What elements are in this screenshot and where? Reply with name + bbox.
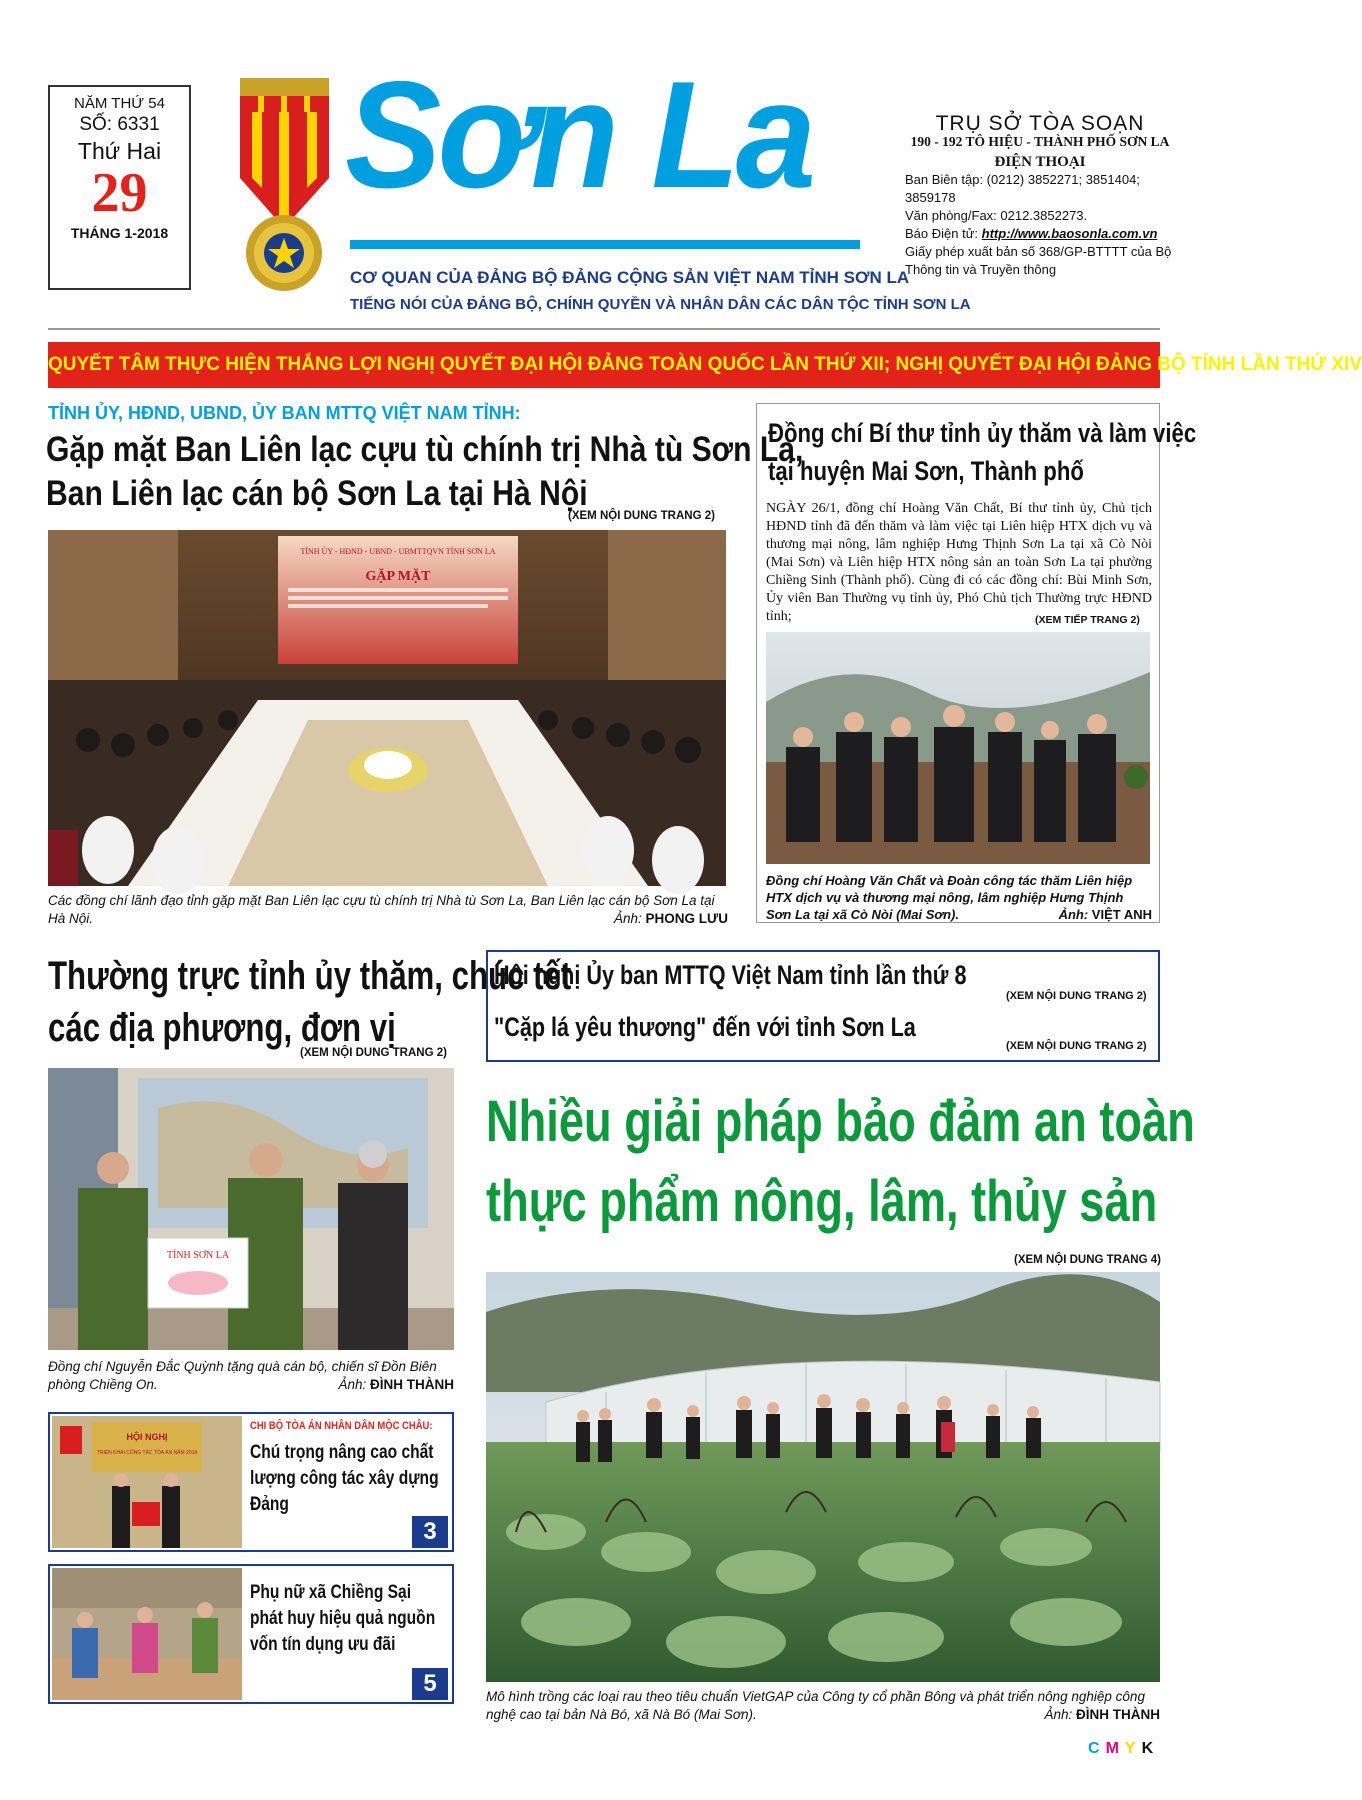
license-line: Giấy phép xuất bản số 368/GP-BTTTT của Bộ Thông tin và Truyền thông <box>905 244 1172 277</box>
article1-title-line2: Ban Liên lạc cán bộ Sơn La tại Hà Nội <box>46 474 588 513</box>
article2-body: NGÀY 26/1, đồng chí Hoàng Văn Chất, Bí thư tỉnh ủy, Chủ tịch HĐND tỉnh đã đến thăm và làm việc tại Liên hiệp HTX dịch vụ và thương mại nông, lâm nghiệp Hưng Thịnh Sơn La tại xã Cò Nòi (Mai Sơn) và Liên hiệp HTX nông sản an toàn Sơn La tại phường Chiềng Sinh (Thành phố). Cùng đi có các đồng chí: Bùi Minh Sơn, Ủy viên Ban Thường vụ tỉnh ủy, Phó Chủ tịch Thường trực HĐND tỉnh; <box>766 501 1152 624</box>
gift-box-text: TỈNH SƠN LA <box>166 1250 230 1261</box>
year-label: NĂM THỨ 54 <box>74 95 165 112</box>
teaser-1-title[interactable]: Chú trọng nâng cao chất lượng công tác xây dựng Đảng <box>250 1442 439 1515</box>
cmyk-m: M <box>1105 1740 1125 1757</box>
weekday: Thứ Hai <box>77 138 162 164</box>
screen-line2: GẶP MẶT <box>365 569 431 584</box>
eweb-label: Báo Điện tử: <box>905 226 979 241</box>
main-credit-label: Ảnh: <box>1044 1707 1073 1722</box>
article3-credit-label: Ảnh: <box>338 1377 367 1392</box>
issue-number: SỐ: 6331 <box>79 114 160 135</box>
article2-credit: VIỆT ANH <box>1091 907 1152 922</box>
article2-title-line2: tại huyện Mai Sơn, Thành phố <box>768 456 1084 486</box>
article2-see-more[interactable]: (XEM TIẾP TRANG 2) <box>1035 614 1140 626</box>
teaser1-photo-text1: HỘI NGHỊ <box>126 1432 168 1442</box>
article1-title-line1: Gặp mặt Ban Liên lạc cựu tù chính trị Nhà tù Sơn La, <box>46 430 804 469</box>
teaser-1-page[interactable]: 3 <box>412 1516 448 1548</box>
phone-title: ĐIỆN THOẠI <box>994 154 1086 170</box>
main-article-see-more[interactable]: (XEM NỘI DUNG TRANG 4) <box>1014 1254 1161 1266</box>
eweb-link[interactable]: http://www.baosonla.com.vn <box>981 226 1158 241</box>
teaser-2-photo <box>52 1568 242 1700</box>
news-item1-title[interactable]: Hội nghị Ủy ban MTTQ Việt Nam tỉnh lần thứ 8 <box>494 960 967 990</box>
office-title: TRỤ SỞ TÒA SOẠN <box>935 112 1145 135</box>
article3-see-more[interactable]: (XEM NỘI DUNG TRANG 2) <box>300 1047 447 1059</box>
news-item2-title[interactable]: "Cặp lá yêu thương" đến với tỉnh Sơn La <box>494 1012 916 1042</box>
office-fax: Văn phòng/Fax: 0212.3852273. <box>905 208 1088 223</box>
main-title-line1: Nhiều giải pháp bảo đảm an toàn <box>486 1089 1195 1154</box>
news-item2-see-more[interactable]: (XEM NỘI DUNG TRANG 2) <box>1006 1040 1147 1052</box>
article1-kicker: TỈNH ỦY, HĐND, UBND, ỦY BAN MTTQ VIỆT NAM TỈNH: <box>48 403 521 423</box>
masthead-slogan: TIẾNG NÓI CỦA ĐẢNG BỘ, CHÍNH QUYỀN VÀ NHÂN DÂN CÁC DÂN TỘC TỈNH SƠN LA <box>350 296 971 313</box>
newspaper-logo: Sơn La <box>345 50 813 220</box>
article3-title-line2: các địa phương, đơn vị <box>48 1006 396 1050</box>
main-article-photo <box>486 1272 1160 1682</box>
masthead-subtitle: CƠ QUAN CỦA ĐẢNG BỘ ĐẢNG CỘNG SẢN VIỆT NAM TỈNH SƠN LA <box>350 268 910 287</box>
article2-credit-label: Ảnh: <box>1058 907 1089 922</box>
main-credit: ĐÌNH THÀNH <box>1076 1707 1160 1722</box>
teaser-1-photo <box>52 1416 242 1548</box>
office-info <box>905 112 1175 279</box>
article2-title-line1: Đồng chí Bí thư tỉnh ủy thăm và làm việc <box>768 418 1197 448</box>
month-year: THÁNG 1-2018 <box>70 225 169 241</box>
masthead-divider <box>48 328 1160 330</box>
article2-title[interactable] <box>768 414 1196 490</box>
article1-caption-text: Các đồng chí lãnh đạo tỉnh gặp mặt Ban Liên lạc cựu tù chính trị Nhà tù Sơn La, Ban Liên lạc cán bộ Sơn La tại Hà Nội. <box>48 893 715 926</box>
eweb-line <box>905 225 1175 243</box>
teaser1-photo-text2: TRIỂN KHAI CÔNG TÁC TÒA ÁN NĂM 2018 <box>96 1450 198 1456</box>
article3-caption-text: Đồng chí Nguyễn Đắc Quỳnh tặng quà cán bộ, chiến sĩ Đồn Biên phòng Chiềng On. <box>48 1359 437 1392</box>
screen-line1: TỈNH ỦY - HĐND - UBND - UBMTTQVN TỈNH SƠN LA <box>300 547 496 556</box>
teaser-2-page[interactable]: 5 <box>412 1668 448 1700</box>
article1-see-more[interactable]: (XEM NỘI DUNG TRANG 2) <box>568 510 715 522</box>
main-article-title[interactable] <box>486 1082 1195 1242</box>
cmyk-marks <box>1088 1740 1159 1758</box>
teaser-1-kicker: CHI BỘ TÒA ÁN NHÂN DÂN MỘC CHÂU: <box>250 1420 433 1432</box>
cmyk-c: C <box>1088 1740 1106 1757</box>
article1-photo <box>48 530 726 886</box>
article2-caption <box>766 872 1152 923</box>
article1-credit: PHONG LƯU <box>645 911 728 926</box>
article1-credit-label: Ảnh: <box>614 911 642 926</box>
teaser-2-title[interactable]: Phụ nữ xã Chiềng Sại phát huy hiệu quả nguồn vốn tín dụng ưu đãi <box>250 1582 436 1655</box>
article3-credit: ĐÌNH THÀNH <box>370 1377 454 1392</box>
red-banner: QUYẾT TÂM THỰC HIỆN THẮNG LỢI NGHỊ QUYẾT ĐẠI HỘI ĐẢNG TOÀN QUỐC LẦN THỨ XII; NGHỊ QUYẾT ĐẠI HỘI ĐẢNG BỘ TỈNH LẦN THỨ XIV <box>48 342 1160 388</box>
article3-caption <box>48 1358 454 1394</box>
news-item1-see-more[interactable]: (XEM NỘI DUNG TRANG 2) <box>1006 990 1147 1002</box>
cmyk-k: K <box>1141 1740 1160 1757</box>
article3-photo <box>48 1068 454 1350</box>
logo-underline <box>350 240 860 249</box>
article3-title-line1: Thường trực tỉnh ủy thăm, chúc tết <box>48 954 572 998</box>
cmyk-y: Y <box>1124 1740 1142 1757</box>
main-caption-text: Mô hình trồng các loại rau theo tiêu chuẩn VietGAP của Công ty cổ phần Bông và phát triển nông nghiệp công nghệ cao tại bản Nà Bó, xã Nà Bó (Mai Sơn). <box>486 1689 1145 1722</box>
main-article-caption <box>486 1688 1160 1724</box>
article1-title[interactable] <box>46 428 803 516</box>
main-title-line2: thực phẩm nông, lâm, thủy sản <box>486 1169 1158 1234</box>
day-number: 29 <box>91 162 148 224</box>
editorial-phone: Ban Biên tập: (0212) 3852271; 3851404; 3859178 <box>905 172 1140 205</box>
article1-caption <box>48 892 728 928</box>
medal-emblem <box>232 78 337 293</box>
article2-photo <box>766 632 1150 864</box>
article2-caption-text: Đồng chí Hoàng Văn Chất và Đoàn công tác thăm Liên hiệp HTX dịch vụ và thương mại nông, lâm nghiệp Hưng Thịnh Sơn La tại xã Cò Nòi (Mai Sơn). <box>766 873 1133 922</box>
issue-box <box>48 85 191 290</box>
office-address: 190 - 192 TÔ HIỆU - THÀNH PHỐ SƠN LA <box>910 134 1170 149</box>
